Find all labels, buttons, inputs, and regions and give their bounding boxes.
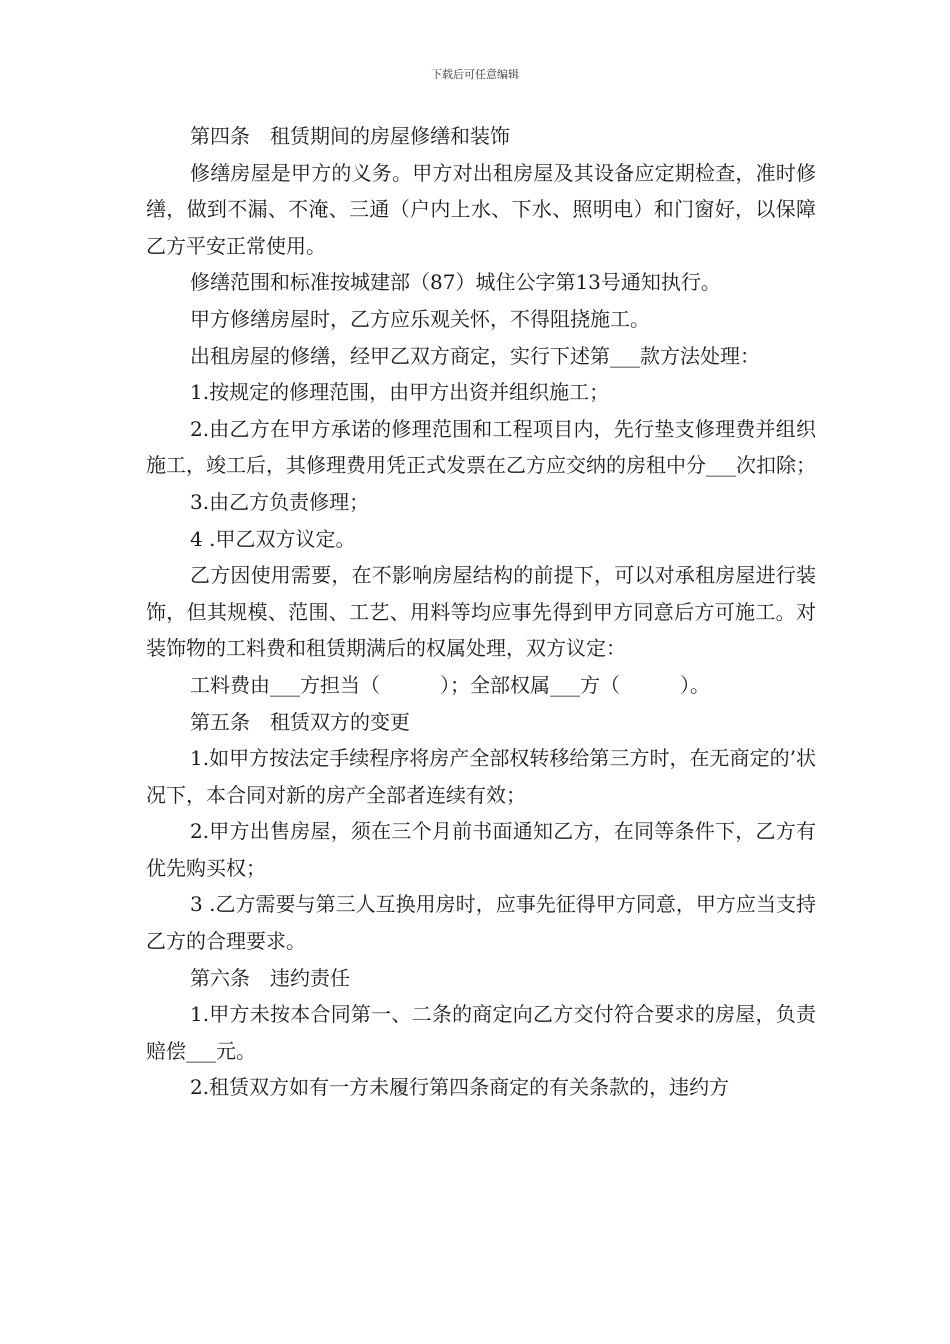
- paragraph: 乙方因使用需要，在不影响房屋结构的前提下，可以对承租房屋进行装饰，但其规模、范围、工艺、用料等均应事先得到甲方同意后方可施工。对装饰物的工料费和租赁期满后的权属处理，双方议定：: [146, 563, 816, 661]
- list-item: 2.甲方出售房屋，须在三个月前书面通知乙方，在同等条件下，乙方有优先购买权；: [146, 819, 816, 880]
- section-heading-4: 第四条 租赁期间的房屋修缮和装饰: [190, 124, 510, 148]
- list-item: 1.如甲方按法定手续程序将房产全部权转移给第三方时，在无商定的’状况下，本合同对新的房产全部者连续有效；: [146, 746, 816, 807]
- list-item: 4 .甲乙双方议定。: [190, 526, 356, 551]
- paragraph: 修缮范围和标准按城建部（87）城住公字第13号通知执行。: [190, 270, 721, 295]
- document-body: [146, 118, 816, 1106]
- list-item: 3 .乙方需要与第三人互换用房时，应事先征得甲方同意，甲方应当支持乙方的合理要求。: [146, 892, 816, 954]
- paragraph: 工料费由___方担当（ ）；全部权属___方（ ）。: [190, 672, 710, 697]
- section-heading-6: 第六条 违约责任: [190, 965, 350, 990]
- list-item: 3.由乙方负责修理；: [190, 489, 370, 514]
- list-item: 2.由乙方在甲方承诺的修理范围和工程项目内，先行垫支修理费并组织施工，竣工后，其修理费用凭正式发票在乙方应交纳的房租中分___次扣除；: [146, 416, 816, 478]
- page-header: 下载后可任意编辑: [431, 68, 519, 81]
- paragraph: 修缮房屋是甲方的义务。甲方对出租房屋及其设备应定期检查，准时修缮，做到不漏、不淹、三通（户内上水、下水、照明电）和门窗好，以保障乙方平安正常使用。: [146, 160, 816, 258]
- list-item: 2.租赁双方如有一方未履行第四条商定的有关条款的，违约方: [190, 1075, 730, 1100]
- paragraph: 出租房屋的修缮，经甲乙双方商定，实行下述第___款方法处理：: [190, 343, 760, 368]
- list-item: 1.按规定的修理范围，由甲方出资并组织施工；: [190, 380, 610, 405]
- section-heading-5: 第五条 租赁双方的变更: [190, 709, 410, 734]
- paragraph: 甲方修缮房屋时，乙方应乐观关怀，不得阻挠施工。: [190, 306, 650, 331]
- list-item: 1.甲方未按本合同第一、二条的商定向乙方交付符合要求的房屋，负责赔偿___元。: [146, 1002, 816, 1063]
